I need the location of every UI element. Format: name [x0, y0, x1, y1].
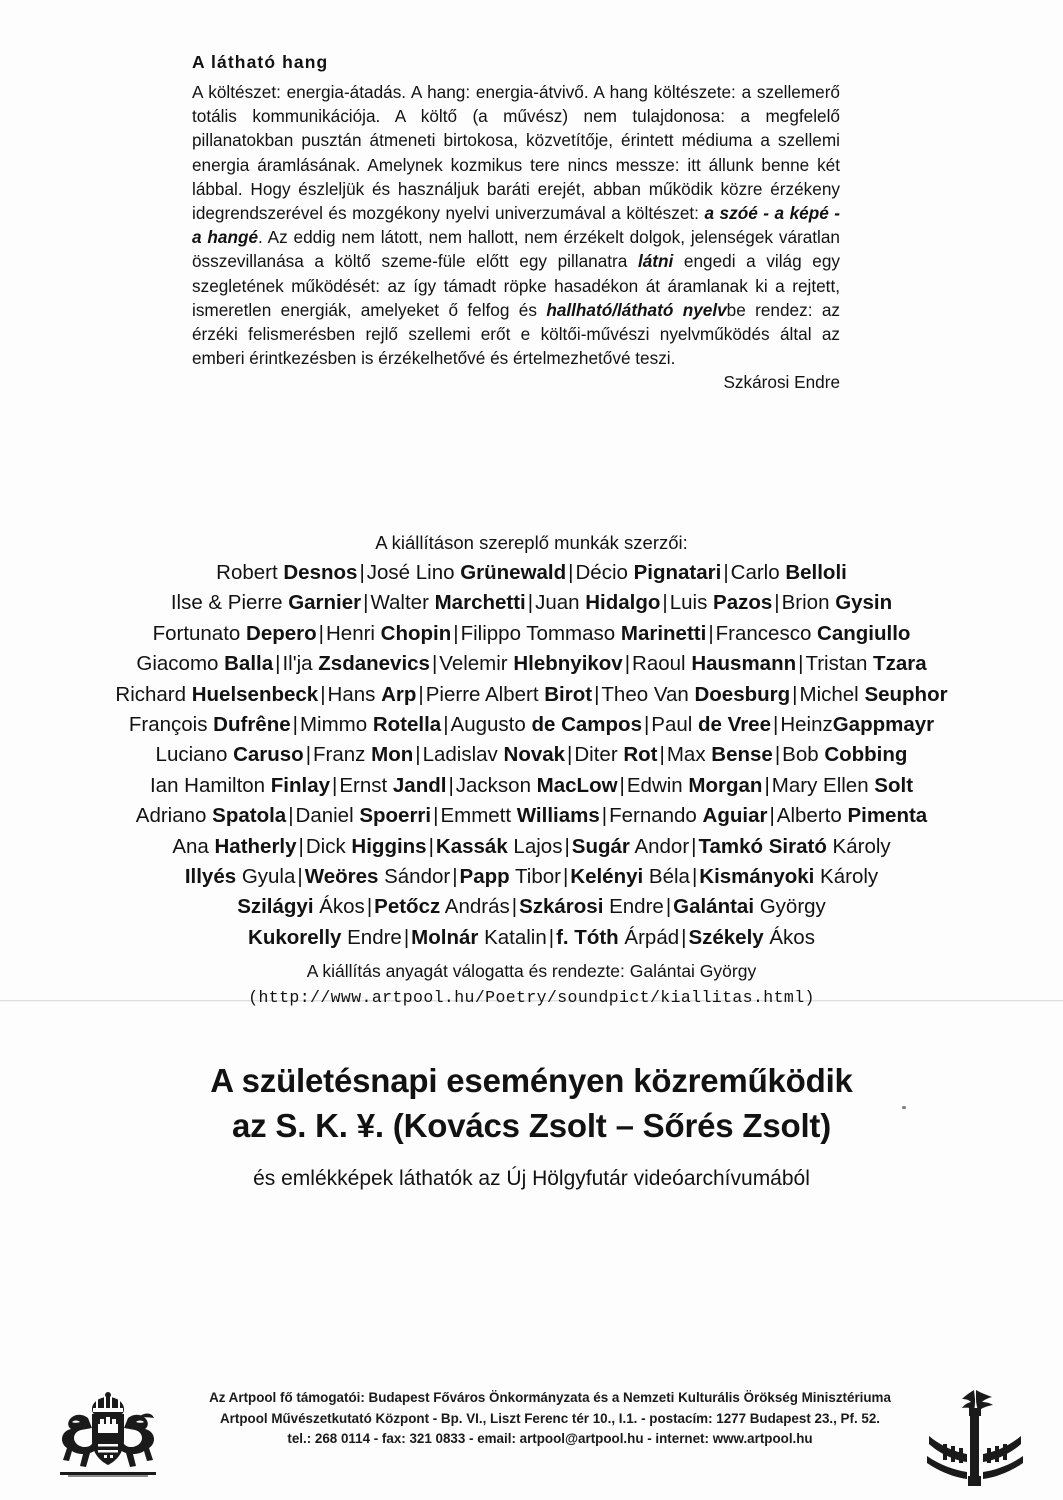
author-surname: Finlay — [270, 773, 331, 797]
essay-signature-line — [192, 370, 840, 394]
footer-line-3[interactable]: tel.: 268 0114 - fax: 321 0833 - email: artpool@artpool.hu - internet: www.artpool.hu — [287, 1431, 813, 1446]
author-row — [0, 892, 1063, 922]
author-name — [282, 652, 430, 675]
author-separator: | — [320, 682, 326, 706]
essay-para-4: engedi a világ egy szegletének működését: az így támadt röpke hasadékon át áramlanak ki a rejtett, ismeretlen energiák, amelyeket ő felfog és — [192, 251, 840, 320]
author-separator: | — [318, 621, 324, 645]
author-given-name: Ian Hamilton — [149, 773, 271, 797]
author-surname: Novak — [503, 743, 566, 767]
author-name — [411, 926, 547, 949]
author-surname: Marchetti — [434, 591, 526, 615]
author-separator: | — [769, 804, 775, 828]
author-given-name-trailing: Endre — [341, 925, 402, 949]
author-name — [436, 835, 563, 858]
author-row — [0, 649, 1063, 679]
author-surname: Kukorelly — [248, 925, 342, 949]
author-separator: | — [363, 591, 369, 615]
author-given-name-trailing: Sándor — [378, 865, 451, 889]
authors-list — [0, 558, 1063, 953]
author-given-name: Il'ja — [282, 652, 319, 676]
author-surname: Grünewald — [460, 561, 567, 584]
author-name — [172, 835, 296, 858]
author-row — [0, 558, 1063, 588]
author-name — [339, 774, 446, 797]
author-surname: Gysin — [835, 591, 893, 615]
author-given-name: Mary Ellen — [771, 773, 875, 797]
author-separator: | — [681, 925, 687, 949]
footer-credits — [185, 1388, 915, 1450]
author-given-name: Brion — [781, 591, 836, 615]
author-surname: Hidalgo — [585, 591, 661, 615]
author-name — [115, 683, 318, 706]
author-separator: | — [662, 591, 668, 615]
author-surname: Molnár — [411, 925, 479, 949]
author-separator: | — [764, 773, 770, 797]
author-separator: | — [292, 713, 298, 737]
author-surname: Papp — [459, 865, 510, 889]
author-row — [0, 680, 1063, 710]
author-name — [300, 713, 441, 736]
author-name — [185, 865, 296, 888]
author-given-name: Dick — [305, 834, 352, 858]
author-separator: | — [448, 773, 454, 797]
author-name — [667, 743, 773, 766]
author-surname: Bense — [711, 743, 773, 767]
author-given-name-trailing: Ákos — [763, 925, 815, 949]
author-separator: | — [415, 743, 421, 767]
author-name — [575, 561, 721, 584]
author-given-name: François — [128, 713, 214, 737]
essay-para-5: be rendez: az érzéki felismerésben rejlő szellemi erőt e költői-művészi nyelvműködés által az emberi érintkezésben is érzékelhetővé és értelmezhetővé teszi. — [192, 299, 840, 369]
headline-subtitle: és emlékképek láthatók az Új Hölgyfutár videóarchívumából — [253, 1167, 810, 1190]
author-given-name: Bob — [782, 743, 825, 767]
footer-line-2: Artpool Művészetkutató Központ - Bp. VI., Liszt Ferenc tér 10., I.1. - postacím: 1277 Budapest 23., Pf. 52. — [220, 1410, 880, 1426]
author-separator: | — [772, 713, 779, 737]
author-surname: Marinetti — [620, 621, 707, 645]
author-name — [716, 622, 911, 645]
author-name — [780, 713, 934, 736]
headline-line-1: A születésnapi eseményen közreműködik — [210, 1062, 853, 1099]
author-name — [129, 713, 291, 736]
author-name — [601, 683, 790, 706]
author-name — [326, 622, 451, 645]
author-given-name-trailing: Andor — [629, 834, 690, 858]
author-given-name-trailing: Károly — [814, 865, 879, 889]
author-name — [800, 683, 948, 706]
author-surname: Mon — [371, 743, 414, 767]
author-row — [0, 862, 1063, 892]
author-surname: Székely — [688, 925, 764, 949]
author-separator: | — [297, 865, 303, 889]
author-name — [370, 591, 525, 614]
author-row — [0, 923, 1063, 953]
author-given-name: Giacomo — [136, 652, 225, 676]
author-given-name: Juan — [535, 591, 586, 615]
essay-title: A látható hang — [192, 52, 329, 72]
author-surname: Zsdanevics — [318, 652, 430, 676]
author-surname: de Campos — [531, 713, 642, 737]
author-separator: | — [298, 834, 304, 858]
author-name — [460, 865, 561, 888]
author-surname: f. Tóth — [556, 925, 619, 949]
author-name — [305, 865, 451, 888]
author-surname: Dufrêne — [213, 713, 291, 737]
author-name — [574, 743, 657, 766]
author-surname: Depero — [246, 621, 317, 645]
author-name — [296, 804, 432, 827]
author-separator: | — [774, 743, 781, 767]
author-name — [136, 804, 286, 827]
author-name — [328, 683, 417, 706]
author-name — [627, 774, 763, 797]
author-given-name: Ladislav — [422, 743, 504, 767]
author-name — [451, 713, 642, 736]
headline-block — [0, 1058, 1063, 1148]
footer-block — [0, 1380, 1063, 1490]
author-name — [556, 926, 679, 949]
author-surname: MacLow — [536, 773, 618, 797]
author-surname: Tzara — [873, 652, 927, 676]
author-separator: | — [792, 682, 798, 706]
author-name — [609, 804, 767, 827]
essay-para-2: Hogy észleljük és használjuk baráti erejét, abban működik közre érzékeny idegrendszerével és mozgékony nyelvi univerzumával a költészet: — [192, 178, 840, 224]
author-name — [136, 652, 273, 675]
author-given-name-trailing: Károly — [826, 834, 891, 858]
author-given-name: Carlo — [730, 561, 786, 584]
author-name — [519, 895, 664, 918]
author-given-name: Adriano — [135, 804, 213, 828]
author-separator: | — [548, 925, 555, 949]
author-surname: de Vree — [698, 713, 771, 737]
author-surname: Szkárosi — [519, 895, 604, 919]
author-row — [0, 771, 1063, 801]
author-separator: | — [359, 561, 365, 584]
author-surname: Illyés — [184, 865, 237, 889]
authors-block — [0, 528, 1063, 1011]
author-separator: | — [431, 652, 438, 676]
author-given-name: Michel — [799, 682, 865, 706]
author-surname: Tamkó Sirató — [698, 834, 827, 858]
essay-block — [192, 52, 840, 395]
author-surname: Rot — [623, 743, 658, 767]
author-name — [150, 774, 330, 797]
author-given-name: Diter — [574, 743, 624, 767]
author-given-name: Filippo Tommaso — [460, 621, 621, 645]
author-given-name: Velemir — [439, 652, 514, 676]
curator-credit: A kiállítás anyagát válogatta és rendezte: Galántai György — [306, 961, 757, 982]
author-surname: Pimenta — [847, 804, 928, 828]
footer-line-1: Az Artpool fő támogatói: Budapest Főváros Önkormányzata és a Nemzeti Kulturális Örökség Minisztériuma — [209, 1390, 891, 1405]
author-name — [731, 561, 847, 584]
author-separator: | — [366, 895, 373, 919]
author-surname: Kelényi — [570, 865, 644, 889]
author-given-name: Décio — [575, 561, 634, 584]
author-name — [782, 743, 907, 766]
author-surname: Morgan — [688, 773, 763, 797]
essay-para-1: A költészet: energia-átadás. A hang: energia-átvivő. A hang költészete: a szellemerő totális kommunikációja. A költő (a művész) nem tulajdonosa: a megfelelő pillanatokban pusztán átmeneti birtokosa, közvetítője, érintett médiuma a szellemi energia áramlásának. Amelynek kozmikus tere nincs messze: itt állunk benne két lábbal. — [192, 82, 840, 199]
essay-para-3: . Az eddig nem látott, nem hallott, nem érzékelt dolgok, jelenségek váratlan összevillanása a költő szeme-füle előtt egy pillanatra — [192, 227, 840, 272]
author-surname: Hlebnyikov — [513, 652, 623, 676]
author-surname: Rotella — [372, 713, 442, 737]
authors-heading: A kiállításon szereplő munkák szerzői: — [375, 532, 688, 553]
author-given-name-trailing: Béla — [643, 865, 690, 889]
author-surname: Hatherly — [214, 834, 297, 858]
author-separator: | — [659, 743, 665, 767]
author-given-name-trailing: András — [440, 895, 510, 919]
author-surname: Higgins — [351, 834, 427, 858]
author-surname: Sugár — [571, 834, 630, 858]
author-given-name-trailing: Árpád — [618, 925, 680, 949]
author-given-name: Fortunato — [152, 621, 247, 645]
author-surname: Kismányoki — [699, 865, 815, 889]
author-name — [699, 835, 891, 858]
author-given-name: Ilse & Pierre — [170, 591, 289, 615]
author-surname: Szilágyi — [237, 895, 314, 919]
author-separator: | — [774, 591, 780, 615]
author-separator: | — [527, 591, 534, 615]
author-separator: | — [619, 773, 625, 797]
author-name — [805, 652, 926, 675]
author-given-name: Robert — [216, 561, 284, 584]
author-separator: | — [567, 743, 573, 767]
exhibition-url[interactable]: (http://www.artpool.hu/Poetry/soundpict/kiallitas.html) — [248, 988, 815, 1008]
author-surname: Balla — [224, 652, 274, 676]
author-name — [153, 622, 317, 645]
author-row — [0, 619, 1063, 649]
author-given-name-trailing: György — [754, 895, 826, 919]
author-separator: | — [643, 713, 650, 737]
author-given-name: Hans — [327, 682, 382, 706]
author-name — [456, 774, 618, 797]
essay-signature: Szkárosi Endre — [723, 372, 840, 393]
author-given-name-trailing: Tibor — [509, 865, 561, 889]
author-separator: | — [708, 621, 714, 645]
author-surname: Hausmann — [691, 652, 797, 676]
author-separator: | — [453, 621, 459, 645]
author-separator: | — [443, 713, 449, 737]
author-name — [670, 591, 773, 614]
author-name — [772, 774, 913, 797]
author-surname: Weöres — [304, 865, 379, 889]
author-surname: Birot — [544, 682, 593, 706]
headline-line-2: az S. K. ¥. (Kovács Zsolt – Sőrés Zsolt) — [231, 1107, 831, 1144]
author-name — [171, 591, 361, 614]
author-surname: Jandl — [392, 773, 447, 797]
author-surname: Seuphor — [864, 682, 948, 706]
author-given-name: Max — [666, 743, 712, 767]
author-given-name: Richard — [115, 682, 192, 706]
author-given-name: Alberto — [776, 804, 848, 828]
author-surname: Spoerri — [359, 804, 432, 828]
author-given-name: Luis — [669, 591, 714, 615]
author-given-name-trailing: Ákos — [313, 895, 365, 919]
author-separator: | — [428, 834, 434, 858]
author-surname: Belloli — [785, 561, 847, 584]
author-given-name: Ernst — [339, 773, 393, 797]
author-given-name-trailing: Katalin — [478, 925, 547, 949]
author-given-name: Heinz — [780, 713, 833, 737]
author-separator: | — [665, 895, 672, 919]
author-given-name: Mimmo — [299, 713, 373, 737]
author-name — [699, 865, 878, 888]
author-surname: Garnier — [288, 591, 362, 615]
author-row — [0, 740, 1063, 770]
author-given-name: Emmett — [440, 804, 517, 828]
author-row — [0, 588, 1063, 618]
author-surname: Williams — [516, 804, 600, 828]
author-given-name: Francesco — [715, 621, 818, 645]
author-separator: | — [332, 773, 338, 797]
author-separator: | — [288, 804, 294, 828]
author-given-name-trailing: Gyula — [236, 865, 296, 889]
author-surname: Solt — [874, 773, 914, 797]
author-separator: | — [452, 865, 458, 889]
author-given-name: Daniel — [295, 804, 360, 828]
scan-speck — [902, 1106, 906, 1109]
author-separator: | — [275, 652, 281, 676]
essay-emphasis-3: hallható/látható nyelv — [546, 299, 727, 320]
essay-emphasis-1: a szóé - a képé - a hangé — [192, 203, 840, 248]
essay-body — [192, 80, 840, 370]
author-name — [440, 804, 599, 827]
author-surname: Doesburg — [694, 682, 791, 706]
author-given-name-trailing: Lajos — [507, 834, 563, 858]
author-name — [374, 895, 510, 918]
author-name — [777, 804, 927, 827]
author-separator: | — [564, 834, 570, 858]
author-separator: | — [601, 804, 608, 828]
author-name — [535, 591, 660, 614]
budapest-coat-of-arms-icon — [48, 1386, 168, 1486]
author-given-name: Ana — [172, 834, 215, 858]
author-given-name: Tristan — [805, 652, 874, 676]
author-separator: | — [511, 895, 518, 919]
author-name — [439, 652, 622, 675]
author-separator: | — [624, 652, 631, 676]
author-separator: | — [433, 804, 439, 828]
author-name — [156, 743, 304, 766]
author-surname: Petőcz — [374, 895, 441, 919]
author-separator: | — [562, 865, 569, 889]
author-surname: Caruso — [233, 743, 304, 767]
author-separator: | — [568, 561, 574, 584]
author-name — [572, 835, 689, 858]
author-row — [0, 710, 1063, 740]
author-name — [782, 591, 893, 614]
author-surname: Pignatari — [633, 561, 722, 584]
author-given-name: Theo Van — [601, 682, 695, 706]
author-surname: Aguiar — [702, 804, 768, 828]
author-name — [651, 713, 771, 736]
author-row — [0, 801, 1063, 831]
author-given-name: Pierre Albert — [425, 682, 545, 706]
author-name — [367, 561, 566, 584]
author-name — [248, 926, 402, 949]
author-name — [688, 926, 815, 949]
author-given-name: Augusto — [450, 713, 532, 737]
author-row — [0, 832, 1063, 862]
author-name — [570, 865, 690, 888]
author-surname: Chopin — [380, 621, 452, 645]
author-given-name: Jackson — [455, 773, 537, 797]
author-separator: | — [723, 561, 729, 584]
author-given-name: Franz — [313, 743, 372, 767]
author-name — [306, 835, 427, 858]
author-separator: | — [691, 834, 697, 858]
author-separator: | — [798, 652, 804, 676]
author-surname: Galántai — [673, 895, 755, 919]
author-name — [237, 895, 365, 918]
author-name — [632, 652, 796, 675]
author-given-name: Edwin — [626, 773, 689, 797]
author-name — [673, 895, 826, 918]
author-surname: Cobbing — [824, 743, 908, 767]
author-separator: | — [418, 682, 424, 706]
author-given-name-trailing: Endre — [603, 895, 664, 919]
author-given-name: Luciano — [155, 743, 234, 767]
author-surname: Huelsenbeck — [191, 682, 319, 706]
author-name — [423, 743, 565, 766]
author-surname: Arp — [381, 682, 417, 706]
author-name — [313, 743, 413, 766]
author-surname: Spatola — [212, 804, 287, 828]
author-surname: Kassák — [435, 834, 508, 858]
essay-emphasis-2: látni — [637, 251, 674, 272]
author-given-name: Henri — [325, 621, 381, 645]
author-separator: | — [594, 682, 600, 706]
author-given-name: José Lino — [366, 561, 461, 584]
author-surname: Cangiullo — [817, 621, 911, 645]
author-separator: | — [691, 865, 698, 889]
author-given-name: Raoul — [632, 652, 692, 676]
author-name — [461, 622, 707, 645]
author-given-name: Paul — [651, 713, 699, 737]
author-separator: | — [403, 925, 410, 949]
author-name — [216, 561, 357, 584]
nkom-ministry-logo-icon — [925, 1384, 1025, 1488]
author-surname: Desnos — [283, 561, 358, 584]
author-given-name: Walter — [370, 591, 435, 615]
author-surname: Gappmayr — [832, 713, 935, 737]
author-surname: Pazos — [713, 591, 773, 615]
author-given-name: Fernando — [609, 804, 703, 828]
author-name — [426, 683, 592, 706]
author-separator: | — [305, 743, 312, 767]
